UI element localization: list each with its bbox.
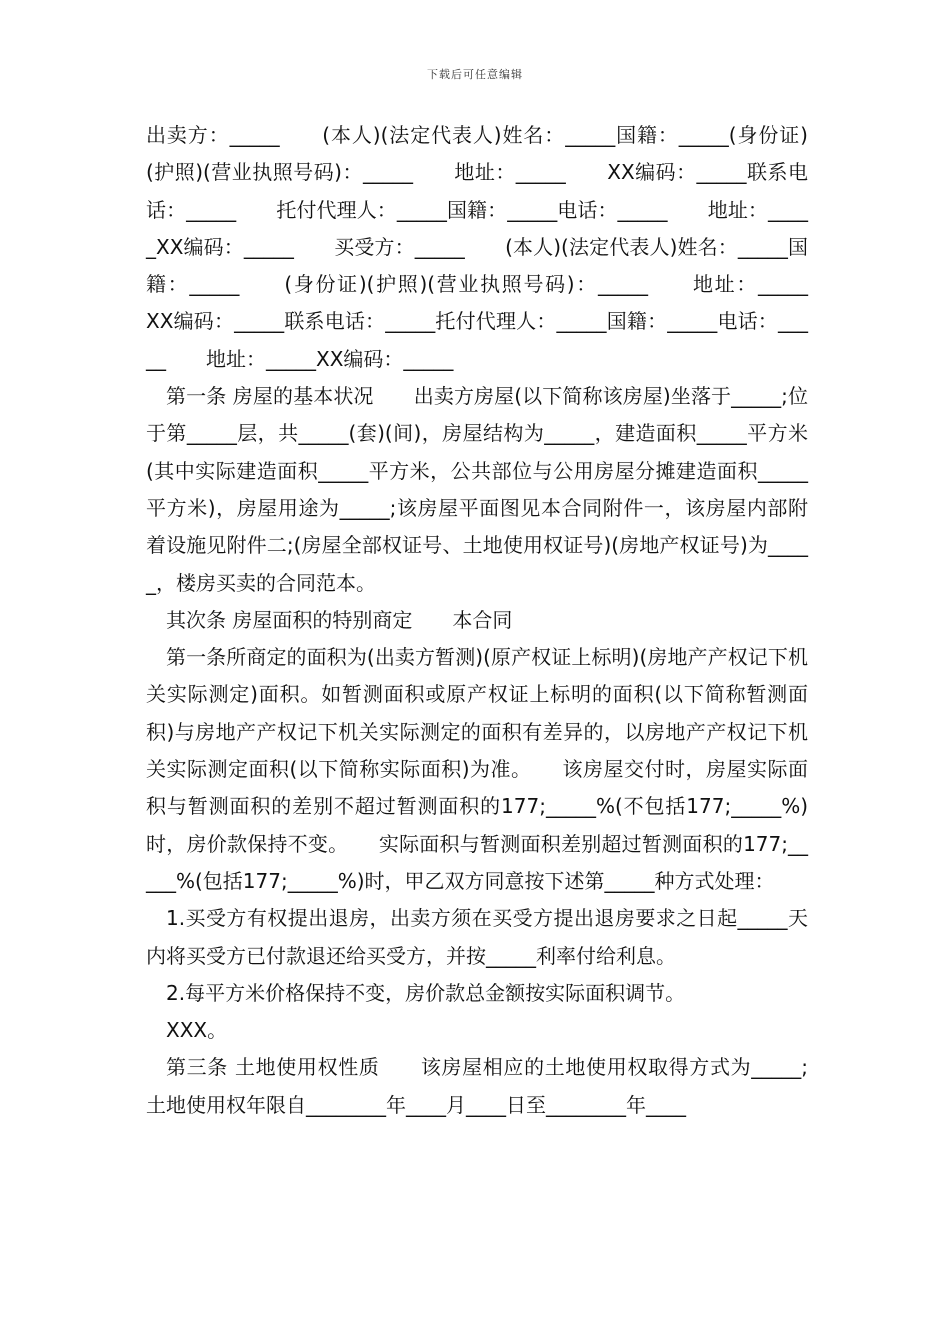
option-1-paragraph: 1.买受方有权提出退房，出卖方须在买受方提出退房要求之日起_____天内将买受方已付款退还给买受方，并按_____利率付给利息。 xyxy=(146,906,808,968)
article-2-title: 其次条 房屋面积的特别商定 本合同 xyxy=(166,607,513,632)
article-2-body: 第一条所商定的面积为(出卖方暂测)(原产权证上标明)(房地产产权记下机关实际测定)面积。如暂测面积或原产权证上标明的面积(以下简称暂测面积)与房地产产权记下机关实际测定的面积有差异的，以房地产产权记下机关实际测定面积(以下简称实际面积)为准。 该房屋交付时，房屋实际面积与暂测面积的差别不超过暂测面积的177;_____%(不包括177;_____%)时，房价款保持不变。 实际面积与暂测面积差别超过暂测面积的177;_____%(包括177;_____%)时，甲乙双方同意按下述第_____种方式处理： xyxy=(146,645,808,893)
article-3-paragraph: 第三条 土地使用权性质 该房屋相应的土地使用权取得方式为_____;土地使用权年限自________年____月____日至________年____ xyxy=(146,1055,808,1117)
option-2-paragraph: 2.每平方米价格保持不变，房价款总金额按实际面积调节。 xyxy=(166,980,686,1005)
article-1-paragraph: 第一条 房屋的基本状况 出卖方房屋(以下简称该房屋)坐落于_____;位于第_____层，共_____(套)(间)，房屋结构为_____，建造面积_____平方米(其中实际建造面积_____平方米，公共部位与公用房屋分摊建造面积_____平方米)，房屋用途为_____;该房屋平面图见本合同附件一，该房屋内部附着设施见附件二;(房屋全部权证号、土地使用权证号)(房地产权证号)为_____，楼房买卖的合同范本。 xyxy=(146,384,808,595)
placeholder-paragraph: XXX。 xyxy=(166,1018,228,1043)
page-header: 下载后可任意编辑 xyxy=(427,68,523,81)
document-body xyxy=(146,117,848,1124)
parties-paragraph: 出卖方：_____ (本人)(法定代表人)姓名：_____国籍：_____(身份证)(护照)(营业执照号码)：_____ 地址：_____ XX编码：_____联系电话：_____ 托付代理人：_____国籍：_____电话：_____ 地址：_____XX编码：_____ 买受方：_____ (本人)(法定代表人)姓名：_____国籍：_____ (身份证)(护照)(营业执照号码)：_____ 地址：_____ XX编码：_____联系电话：_____托付代理人：_____国籍：_____电话：_____ 地址：_____XX编码：_____ xyxy=(146,123,848,371)
